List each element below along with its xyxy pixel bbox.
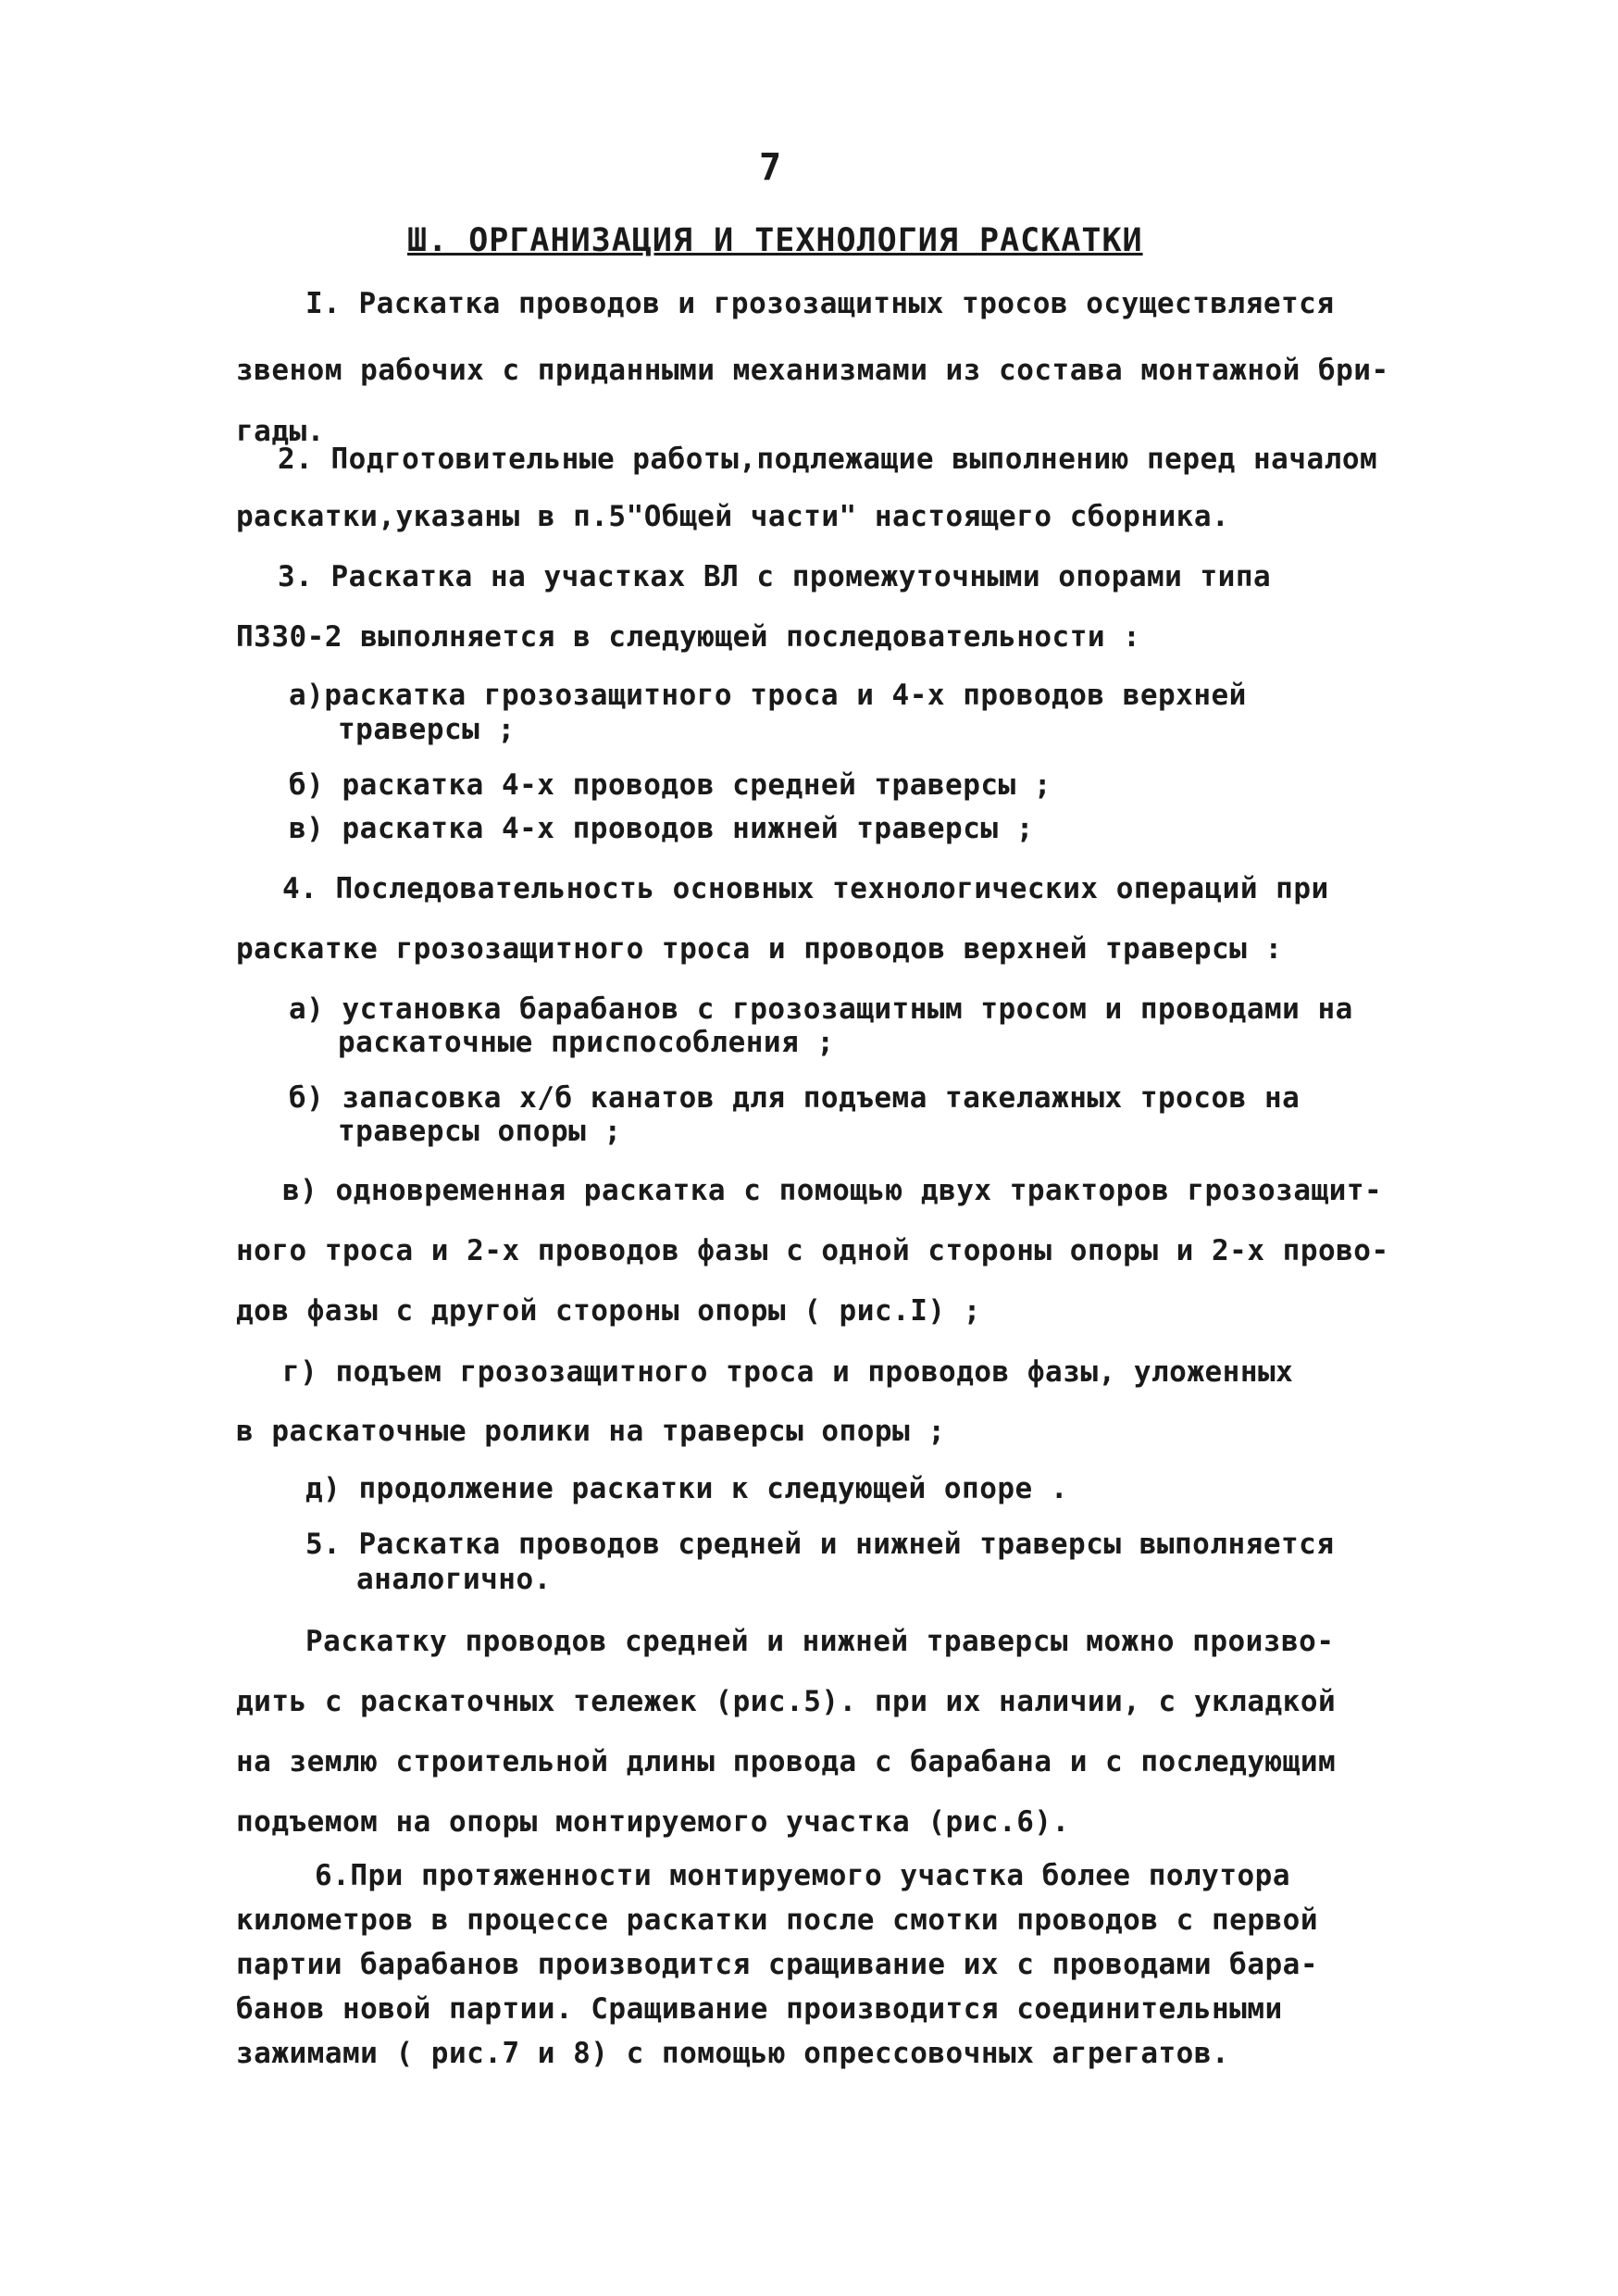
text-line: подъемом на опоры монтируемого участка (рис.6).: [236, 1805, 1070, 1839]
section-heading: Ш. ОРГАНИЗАЦИЯ И ТЕХНОЛОГИЯ РАСКАТКИ: [407, 222, 1143, 259]
text-line: 6.При протяженности монтируемого участка более полутора: [315, 1859, 1290, 1892]
text-line: банов новой партии. Сращивание производится соединительными: [236, 1992, 1283, 2026]
text-line: гады.: [236, 415, 325, 448]
text-line: звеном рабочих с приданными механизмами из состава монтажной бри-: [236, 354, 1389, 387]
text-line: в) одновременная раскатка с помощью двух тракторов грозозащит-: [282, 1174, 1383, 1207]
text-line: раскатки,указаны в п.5"Общей части" настоящего сборника.: [236, 500, 1230, 533]
text-line: 5. Раскатка проводов средней и нижней траверсы выполняется: [305, 1528, 1335, 1561]
text-line: раскатке грозозащитного троса и проводов верхней траверсы :: [236, 932, 1283, 966]
text-line: аналогично.: [356, 1563, 552, 1596]
text-line: на землю строительной длины провода с барабана и с последующим: [236, 1745, 1337, 1778]
text-line: 4. Последовательность основных технологических операций при: [282, 872, 1329, 905]
text-line: д) продолжение раскатки к следующей опоре .: [305, 1472, 1069, 1505]
text-line: 2. Подготовительные работы,подлежащие выполнению перед началом: [278, 443, 1378, 476]
text-line: б) раскатка 4-х проводов средней траверсы ;: [289, 768, 1052, 802]
text-line: 3. Раскатка на участках ВЛ с промежуточными опорами типа: [278, 560, 1272, 593]
text-line: зажимами ( рис.7 и 8) с помощью опрессовочных агрегатов.: [236, 2037, 1230, 2070]
text-line: в раскаточные ролики на траверсы опоры ;: [236, 1415, 946, 1448]
text-line: траверсы ;: [338, 713, 516, 746]
text-line: Раскатку проводов средней и нижней траверсы можно произво-: [305, 1625, 1335, 1658]
text-line: траверсы опоры ;: [338, 1115, 622, 1148]
text-line: дов фазы с другой стороны опоры ( рис.I) ;: [236, 1294, 981, 1328]
text-line: б) запасовка х/б канатов для подъема такелажных тросов на: [289, 1081, 1301, 1115]
text-line: I. Раскатка проводов и грозозащитных тросов осуществляется: [305, 287, 1335, 320]
text-line: партии барабанов производится сращивание их с проводами бара-: [236, 1948, 1318, 1981]
text-line: ного троса и 2-х проводов фазы с одной стороны опоры и 2-х прово-: [236, 1234, 1389, 1267]
text-line: в) раскатка 4-х проводов нижней траверсы ;: [289, 812, 1034, 845]
text-line: П330-2 выполняется в следующей последовательности :: [236, 620, 1141, 654]
text-line: г) подъем грозозащитного троса и проводов фазы, уложенных: [282, 1355, 1294, 1389]
text-line: а)раскатка грозозащитного троса и 4-х проводов верхней: [289, 679, 1247, 712]
text-line: километров в процессе раскатки после смотки проводов с первой: [236, 1903, 1318, 1937]
page-number: 7: [759, 146, 782, 189]
text-line: а) установка барабанов с грозозащитным тросом и проводами на: [289, 992, 1353, 1026]
text-line: дить с раскаточных тележек (рис.5). при их наличии, с укладкой: [236, 1685, 1337, 1718]
text-line: раскаточные приспособления ;: [338, 1026, 835, 1059]
